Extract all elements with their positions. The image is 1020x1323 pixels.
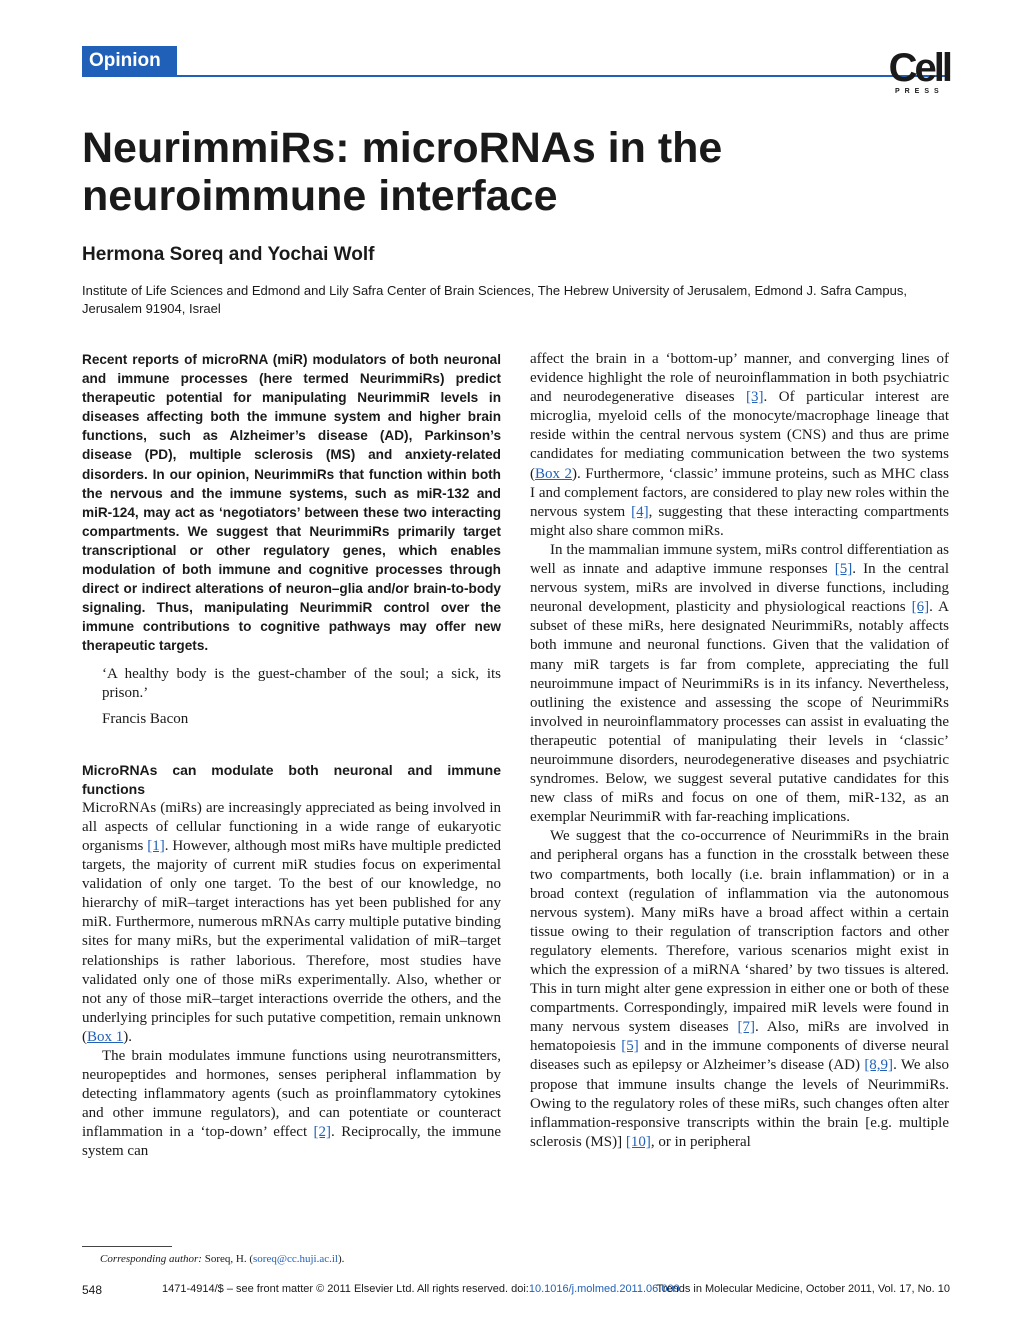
citation-link[interactable]: [6] xyxy=(911,599,930,616)
article-title: NeurimmiRs: microRNAs in the neuroimmune interface xyxy=(82,124,723,220)
citation-link[interactable]: [3] xyxy=(746,389,764,406)
header-rule xyxy=(82,75,950,77)
page-number: 548 xyxy=(82,1283,103,1297)
logo-sub: PRESS xyxy=(894,88,944,95)
article-authors: Hermona Soreq and Yochai Wolf xyxy=(82,244,375,265)
citation-link[interactable]: [10] xyxy=(625,1133,651,1150)
corresponding-author-note: Corresponding author: Soreq, H. (soreq@cc.huji.ac.il). xyxy=(100,1253,345,1265)
citation-link[interactable]: [7] xyxy=(737,1019,755,1036)
citation-link[interactable]: [2] xyxy=(313,1124,332,1141)
email-link[interactable]: soreq@cc.huji.ac.il xyxy=(253,1253,338,1265)
epigraph xyxy=(102,665,501,729)
logo-main: Cell xyxy=(888,46,950,90)
section-heading: MicroRNAs can modulate both neuronal and immune functions xyxy=(82,761,501,797)
left-column xyxy=(82,350,501,1162)
paragraph: In the mammalian immune system, miRs control differentiation as well as innate and adaptive immune responses [5]. In the central nervous system, miRs are involved in diverse functions, including neuronal development, plasticity and physiological reactions [6]. A subset of these miRs, here designated NeurimmiRs, notably affects both immune and neuronal functions. Given that the validation of many miR targets is far from complete, appreciating the full neuroimmune impact of NeurimmiRs is in its infancy. Nevertheless, outlining the existence and assessing the scope of NeurimmiRs involved in neuroinflammatory processes can assist in evaluating the therapeutic potential of manipulating their levels in ‘classic’ neuroimmune disorders, neurodegenerative diseases and psychiatric syndromes. Below, we suggest several putative candidates for this new class of miRs and focus on one of them, miR-132, as an exemplar NeurimmiR with far-reaching implications. xyxy=(530,541,950,826)
article-affiliation: Institute of Life Sciences and Edmond and Lily Safra Center of Brain Sciences, The Hebrew University of Jerusalem, Edmond J. Safra Campus, Jerusalem 91904, Israel xyxy=(82,283,907,316)
box-link[interactable]: Box 2 xyxy=(535,465,573,482)
paragraph: We suggest that the co-occurrence of NeurimmiRs in the brain and peripheral organs has a function in the crosstalk between these two compartments, both locally (i.e. brain inflammation) or in a broad context (regulation of inflammation via the autonomous nervous system). Many miRs have a broad affect within a certain tissue owing to their regulation of transcription factors and other regulatory elements. Therefore, various scenarios might exist in which the expression of a miRNA ‘shared’ by two tissues is altered. This in turn might alter gene expression in either one or both of these compartments. Correspondingly, impaired miR levels were found in many nervous system diseases [7]. Also, miRs are involved in hematopoiesis [5] and in the immune components of diverse neural diseases such as epilepsy or Alzheimer’s disease (AD) [8,9]. We also propose that immune insults change the levels of NeurimmiRs. Owing to the regulatory roles of these miRs, such changes often alter inflammation-responsive transcripts within the brain [e.g. multiple sclerosis (MS)] [10], or in peripheral xyxy=(530,828,949,1150)
cell-press-logo xyxy=(888,46,950,95)
journal-citation: Trends in Molecular Medicine, October 2011, Vol. 17, No. 10 xyxy=(656,1283,950,1295)
citation-link[interactable]: [5] xyxy=(834,561,853,578)
abstract: Recent reports of microRNA (miR) modulators of both neuronal and immune processes (here termed NeurimmiRs) predict therapeutic potential for manipulating NeurimmiR levels in diseases affecting both the immune system and higher brain functions, such as Alzheimer’s disease (AD), Parkinson’s disease (PD), multiple sclerosis (MS) and anxiety-related disorders. In our opinion, NeurimmiRs that function within both the nervous and the immune systems, such as miR-132 and miR-124, may act as ‘negotiators’ between these two interacting compartments. We suggest that NeurimmiRs primarily target transcriptional or other regulatory genes, which enables modulation of both immune and cognitive processes through direct or indirect alterations of neuron–glia and/or brain-to-body signaling. Thus, manipulating NeurimmiR control over the immune contributions to cognitive pathways may offer new therapeutic targets. xyxy=(82,352,501,654)
footnote-rule xyxy=(82,1246,172,1247)
section-tag: Opinion xyxy=(82,46,177,75)
citation-link[interactable]: [4] xyxy=(631,503,649,520)
right-column xyxy=(530,350,949,1152)
epigraph-author: Francis Bacon xyxy=(102,710,189,727)
paragraph: affect the brain in a ‘bottom-up’ manner, and converging lines of evidence highlight the role of neuroinflammation in both psychiatric and neurodegenerative diseases [3]. Of particular interest are microglia, myeloid cells of the monocyte/macrophage lineage that reside within the central nervous system (CNS) and thus are prime candidates for mediating communication between the two systems (Box 2). Furthermore, ‘classic’ immune proteins, such as MHC class I and complement factors, are considered to play new roles within the nervous system [4], suggesting that these interacting compartments might also share common miRs. xyxy=(530,351,949,539)
paragraph: MicroRNAs (miRs) are increasingly appreciated as being involved in all aspects of cellular functioning in a wide range of eukaryotic organisms [1]. However, although most miRs have multiple predicted targets, the majority of current miR studies focus on experimental validation of only one target. To the best of our knowledge, no hierarchy of miR–target interactions has yet been published for any miR. Furthermore, numerous mRNAs carry multiple putative binding sites for many miRs, but the experimental validation of miR–target relationships is rather laborious. Therefore, most studies have validated only one of those miRs experimentally. Also, whether or not any of those miR–target interactions override the others, and the underlying principles for such putative competition, remain unknown (Box 1). xyxy=(82,799,501,1045)
citation-link[interactable]: [1] xyxy=(147,837,165,854)
box-link[interactable]: Box 1 xyxy=(87,1028,124,1045)
citation-link[interactable]: [8,9] xyxy=(864,1057,894,1074)
epigraph-text: ‘A healthy body is the guest-chamber of the soul; a sick, its prison.’ xyxy=(102,665,501,701)
citation-link[interactable]: [5] xyxy=(621,1038,639,1055)
copyright-line: 1471-4914/$ – see front matter © 2011 Elsevier Ltd. All rights reserved. doi:10.1016/j.molmed.2011.06.009 xyxy=(162,1283,680,1295)
doi-link[interactable]: 10.1016/j.molmed.2011.06.009 xyxy=(528,1283,680,1295)
paragraph: The brain modulates immune functions using neurotransmitters, neuropeptides and hormones, senses peripheral inflammation by detecting inflammatory agents (such as proinflammatory cytokines and other immune regulators), and can potentiate or counteract inflammation in a ‘top-down’ effect [2]. Reciprocally, the immune system can xyxy=(82,1048,501,1160)
